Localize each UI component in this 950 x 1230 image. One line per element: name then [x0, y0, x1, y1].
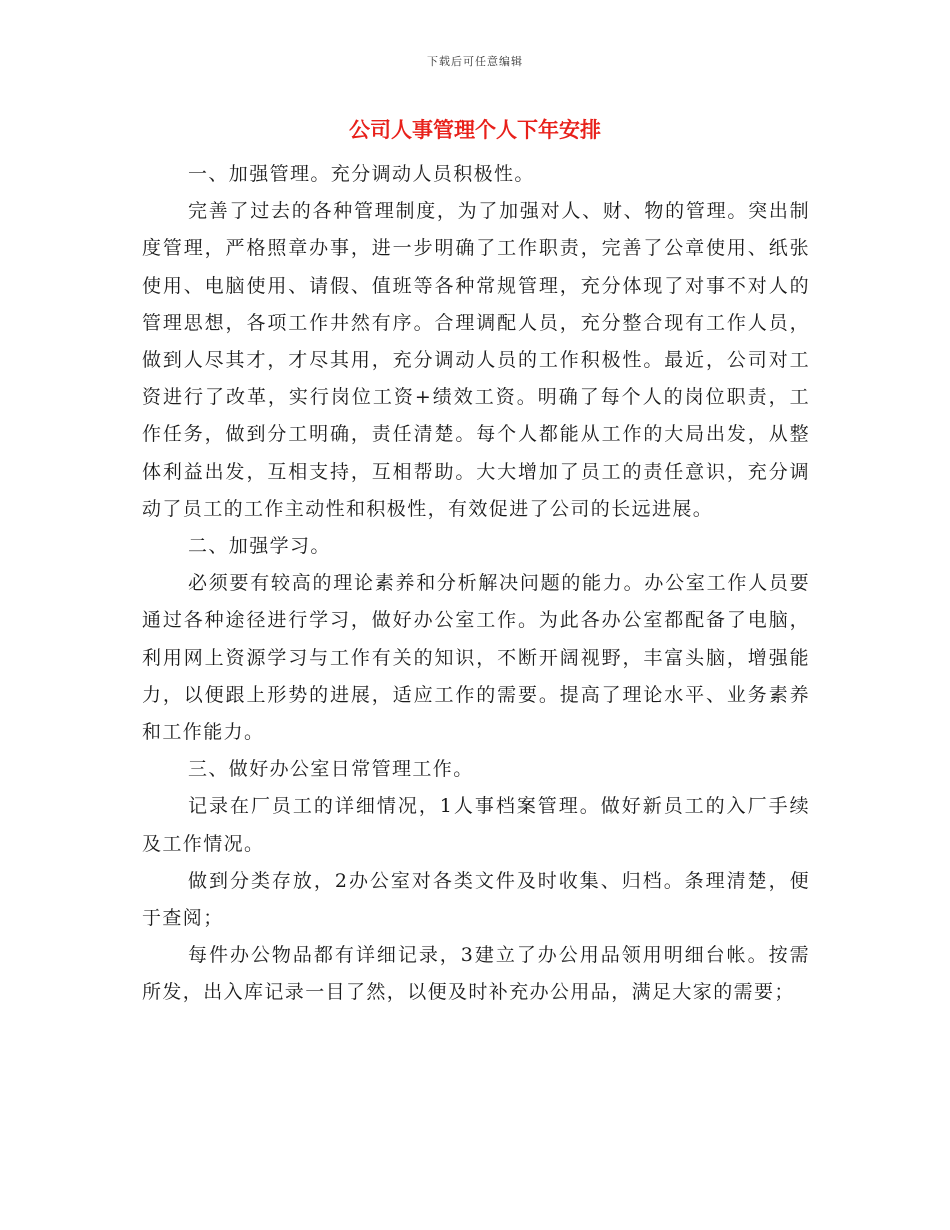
- section-heading-2: 二、加强学习。: [188, 535, 331, 558]
- document-title: 公司人事管理个人下年安排: [349, 118, 601, 142]
- body-paragraph-5: 每件办公物品都有详细记录，3建立了办公用品领用明细台帐。按需所发，出入库记录一目了然，以便及时补充办公用品，满足大家的需要；: [142, 944, 810, 1004]
- document-body: [142, 156, 810, 1012]
- body-paragraph-1: 完善了过去的各种管理制度，为了加强对人、财、物的管理。突出制度管理，严格照章办事，进一步明确了工作职责，完善了公章使用、纸张使用、电脑使用、请假、值班等各种常规管理，充分体现了对事不对人的管理思想，各项工作井然有序。合理调配人员，充分整合现有工作人员，做到人尽其才，才尽其用，充分调动人员的工作积极性。最近，公司对工资进行了改革，实行岗位工资+绩效工资。明确了每个人的岗位职责，工作任务，做到分工明确，责任清楚。每个人都能从工作的大局出发，从整体利益出发，互相支持，互相帮助。大大增加了员工的责任意识，充分调动了员工的工作主动性和积极性，有效促进了公司的长远进展。: [142, 200, 810, 520]
- body-paragraph-3: 记录在厂员工的详细情况，1人事档案管理。做好新员工的入厂手续及工作情况。: [142, 795, 810, 855]
- section-heading-1: 一、加强管理。充分调动人员积极性。: [188, 163, 535, 185]
- body-paragraph-4: 做到分类存放，2办公室对各类文件及时收集、归档。条理清楚，便于查阅；: [142, 869, 810, 930]
- section-heading-3: 三、做好办公室日常管理工作。: [188, 758, 474, 781]
- body-paragraph-2: 必须要有较高的理论素养和分析解决问题的能力。办公室工作人员要通过各种途径进行学习，做好办公室工作。为此各办公室都配备了电脑，利用网上资源学习与工作有关的知识，不断开阔视野，丰富头脑，增强能力，以便跟上形势的进展，适应工作的需要。提高了理论水平、业务素养和工作能力。: [142, 572, 810, 744]
- header-note: 下载后可任意编辑: [427, 55, 523, 68]
